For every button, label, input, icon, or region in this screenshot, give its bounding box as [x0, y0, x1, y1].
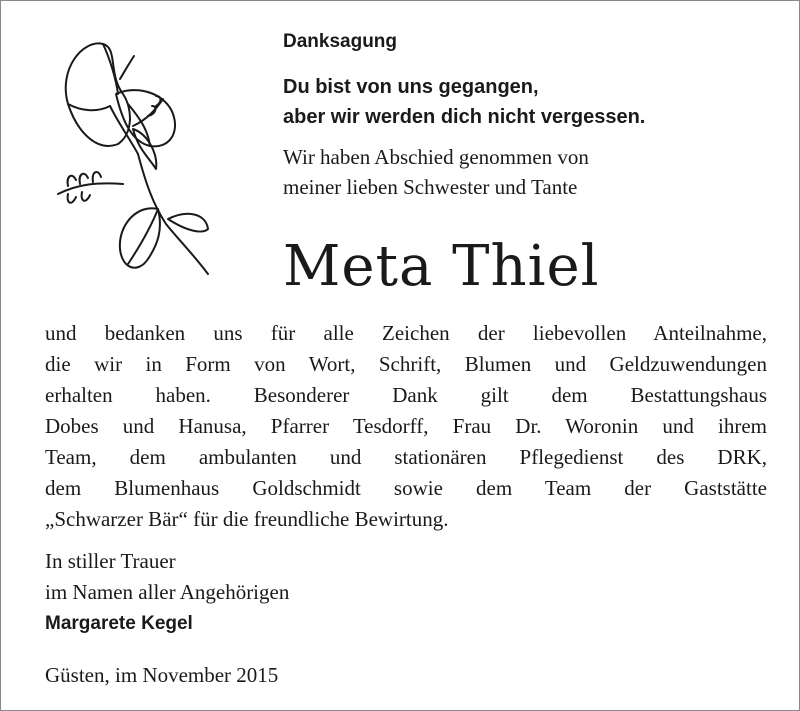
- paragraph-line: dem Blumenhaus Goldschmidt sowie dem Team der Gaststätte: [45, 476, 767, 500]
- closing-block: [45, 546, 545, 639]
- intro-line: Wir haben Abschied genommen von: [283, 145, 589, 169]
- paragraph-line: „Schwarzer Bär“ für die freundliche Bewirtung.: [45, 507, 449, 531]
- paragraph-line: die wir in Form von Wort, Schrift, Blumen und Geldzuwendungen: [45, 352, 767, 376]
- deceased-name: Meta Thiel: [283, 234, 600, 299]
- paragraph-line: und bedanken uns für alle Zeichen der liebevollen Anteilnahme,: [45, 321, 767, 345]
- closing-line: In stiller Trauer: [45, 549, 176, 573]
- thanks-paragraph: [45, 318, 767, 535]
- calla-lily-icon: [38, 34, 218, 284]
- intro: [283, 142, 783, 202]
- heading: Danksagung: [283, 31, 398, 52]
- quote-line: aber wir werden dich nicht vergessen.: [283, 106, 646, 128]
- quote-line: Du bist von uns gegangen,: [283, 76, 539, 98]
- place-date: Güsten, im November 2015: [45, 663, 279, 687]
- paragraph-line: Dobes und Hanusa, Pfarrer Tesdorff, Frau Dr. Woronin und ihrem: [45, 414, 767, 438]
- intro-line: meiner lieben Schwester und Tante: [283, 175, 578, 199]
- paragraph-line: erhalten haben. Besonderer Dank gilt dem Bestattungshaus: [45, 383, 767, 407]
- paragraph-line: Team, dem ambulanten und stationären Pflegedienst des DRK,: [45, 445, 767, 469]
- quote: [283, 72, 783, 132]
- closing-line: im Namen aller Angehörigen: [45, 580, 290, 604]
- signer-name: Margarete Kegel: [45, 613, 193, 634]
